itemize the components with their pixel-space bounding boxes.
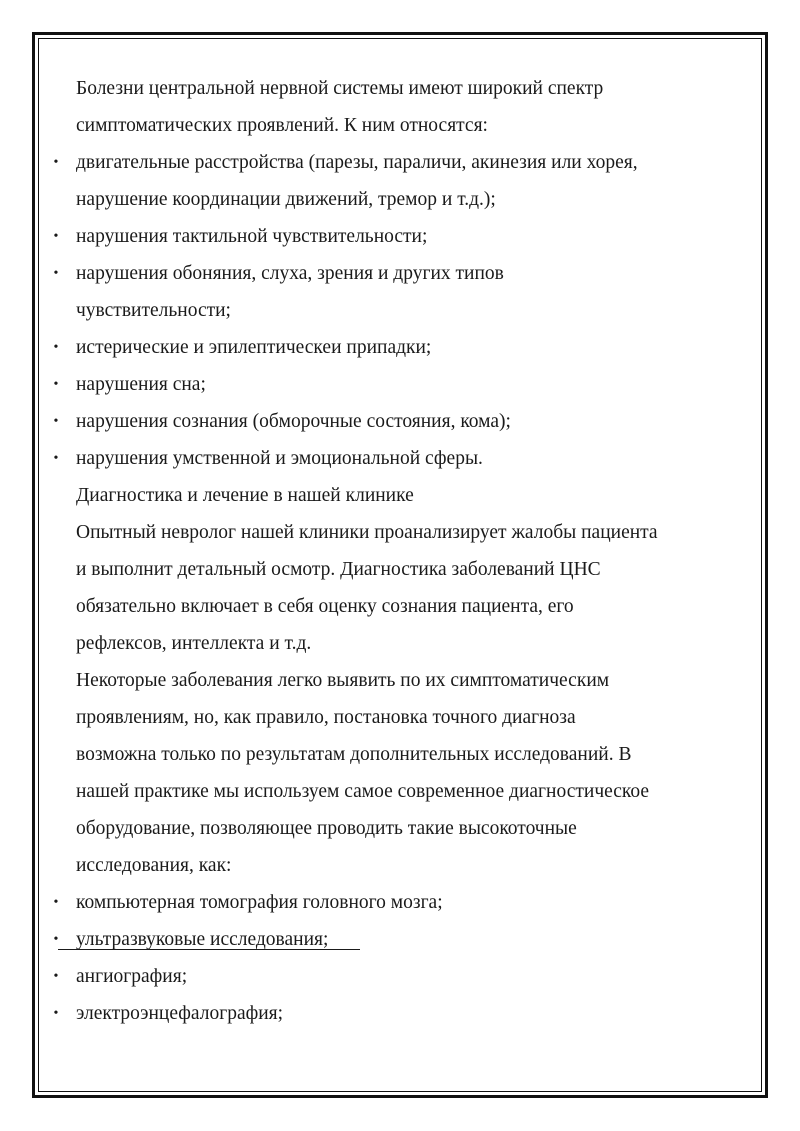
- line-text: нарушения умственной и эмоциональной сферы.: [76, 448, 483, 469]
- line-text: компьютерная томография головного мозга;: [76, 892, 443, 913]
- paragraph-line: [0, 773, 800, 810]
- bullet-icon: •: [53, 155, 59, 170]
- list-item: [0, 921, 800, 958]
- line-text: нарушения обоняния, слуха, зрения и других типов: [76, 263, 504, 284]
- line-text: чувствительности;: [76, 300, 231, 321]
- bullet-icon: •: [53, 377, 59, 392]
- list-item: [0, 218, 800, 255]
- document-body: [0, 70, 800, 1032]
- paragraph-line: [0, 662, 800, 699]
- bullet-icon: •: [53, 414, 59, 429]
- line-text: нашей практике мы используем самое современное диагностическое: [76, 781, 650, 802]
- paragraph-line: [0, 625, 800, 662]
- line-text: проявлениям, но, как правило, постановка точного диагноза: [76, 707, 576, 728]
- line-text: двигательные расстройства (парезы, параличи, акинезия или хорея,: [76, 152, 638, 173]
- list-item: [0, 403, 800, 440]
- line-text: ультразвуковые исследования;: [76, 929, 329, 950]
- paragraph-line: [0, 551, 800, 588]
- list-item: [0, 884, 800, 921]
- bullet-icon: •: [53, 969, 59, 984]
- line-text: исследования, как:: [76, 855, 232, 876]
- bullet-icon: •: [53, 1006, 59, 1021]
- line-text: и выполнит детальный осмотр. Диагностика заболеваний ЦНС: [76, 559, 601, 580]
- line-text: нарушение координации движений, тремор и т.д.);: [76, 189, 496, 210]
- line-text: нарушения сна;: [76, 374, 206, 395]
- paragraph-line: [0, 699, 800, 736]
- paragraph-line: [0, 477, 800, 514]
- list-item: [0, 440, 800, 477]
- line-text: симптоматических проявлений. К ним относятся:: [76, 115, 488, 136]
- line-text: ангиография;: [76, 966, 188, 987]
- line-text: возможна только по результатам дополнительных исследований. В: [76, 744, 632, 765]
- bullet-icon: •: [53, 451, 59, 466]
- paragraph-line: [0, 588, 800, 625]
- bullet-icon: •: [53, 266, 59, 281]
- line-text: рефлексов, интеллекта и т.д.: [76, 633, 312, 654]
- line-text: обязательно включает в себя оценку сознания пациента, его: [76, 596, 574, 617]
- paragraph-line: [0, 847, 800, 884]
- line-text: нарушения сознания (обморочные состояния, кома);: [76, 411, 511, 432]
- paragraph-line: [0, 70, 800, 107]
- bullet-icon: •: [53, 932, 59, 947]
- line-text: Болезни центральной нервной системы имеют широкий спектр: [76, 78, 604, 99]
- list-item: [0, 958, 800, 995]
- bullet-icon: •: [53, 895, 59, 910]
- paragraph-line: [0, 107, 800, 144]
- bullet-icon: •: [53, 229, 59, 244]
- line-text: электроэнцефалография;: [76, 1003, 284, 1024]
- list-item: [0, 144, 800, 181]
- list-item: [0, 329, 800, 366]
- line-text: истерические и эпилептическеи припадки;: [76, 337, 432, 358]
- line-text: Некоторые заболевания легко выявить по их симптоматическим: [76, 670, 610, 691]
- line-text: Диагностика и лечение в нашей клинике: [76, 485, 414, 506]
- bullet-icon: •: [53, 340, 59, 355]
- paragraph-line: [0, 292, 800, 329]
- paragraph-line: [0, 514, 800, 551]
- line-text: нарушения тактильной чувствительности;: [76, 226, 428, 247]
- list-item: [0, 366, 800, 403]
- paragraph-line: [0, 810, 800, 847]
- list-item: [0, 995, 800, 1032]
- list-item: [0, 255, 800, 292]
- line-text: Опытный невролог нашей клиники проанализирует жалобы пациента: [76, 522, 658, 543]
- paragraph-line: [0, 181, 800, 218]
- line-text: оборудование, позволяющее проводить такие высокоточные: [76, 818, 577, 839]
- paragraph-line: [0, 736, 800, 773]
